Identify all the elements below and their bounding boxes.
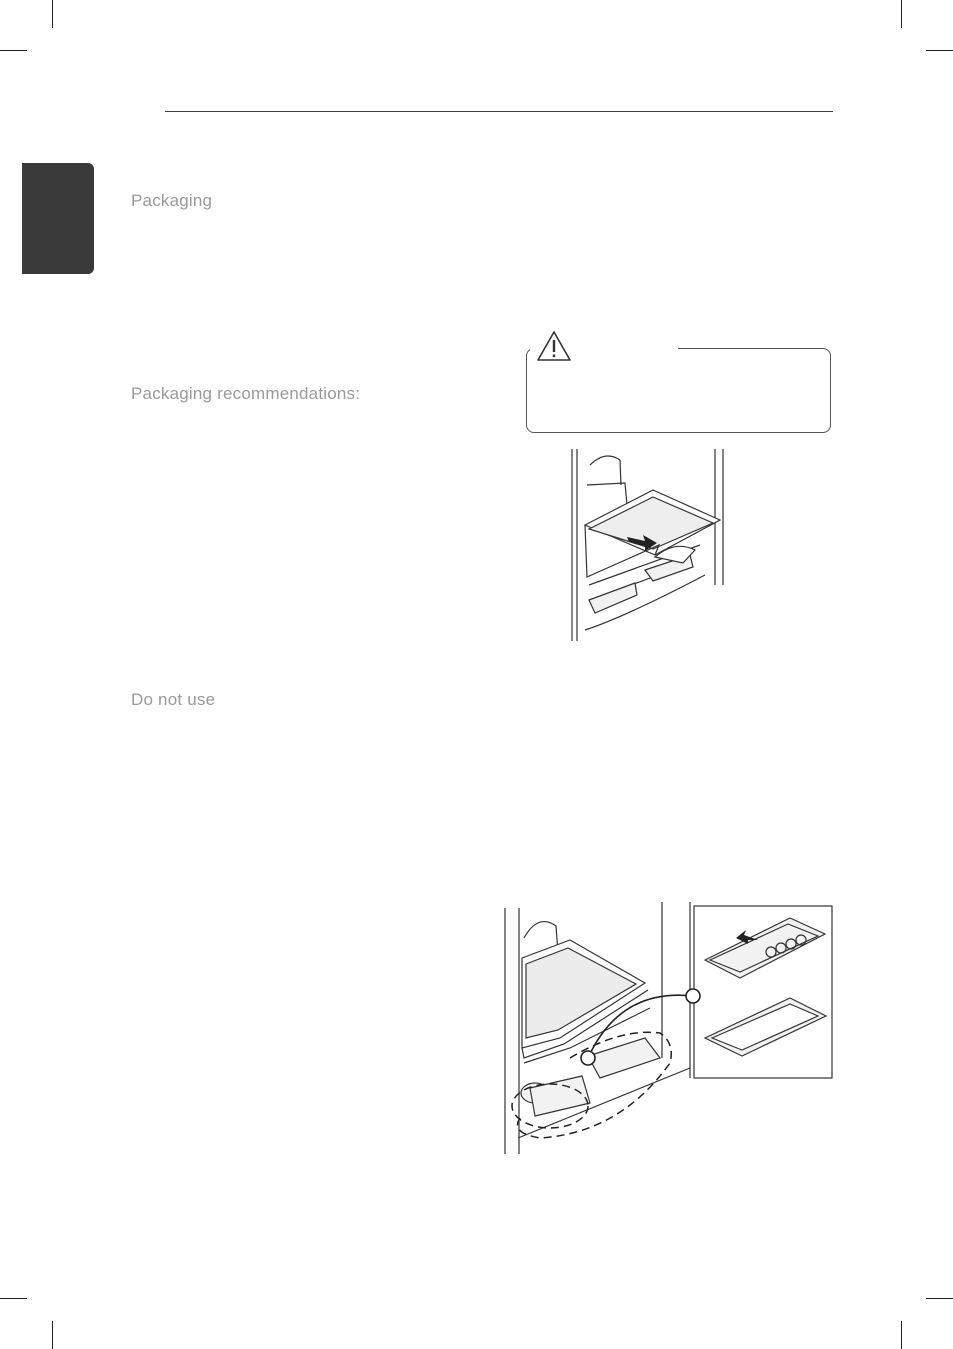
refrigerator-drawer-removal-illustration bbox=[500, 898, 835, 1158]
refrigerator-shelf-removal-illustration bbox=[565, 445, 735, 645]
crop-mark bbox=[0, 50, 27, 51]
warning-triangle-icon bbox=[536, 330, 572, 362]
packaging-recommendations-heading: Packaging recommendations: bbox=[131, 384, 361, 403]
crop-mark bbox=[901, 0, 902, 28]
crop-mark bbox=[0, 1298, 27, 1299]
crop-mark bbox=[52, 1321, 53, 1349]
packaging-heading: Packaging bbox=[131, 191, 213, 210]
do-not-use-heading: Do not use bbox=[131, 690, 216, 709]
crop-mark bbox=[52, 0, 53, 28]
crop-mark bbox=[926, 50, 953, 51]
crop-mark bbox=[901, 1321, 902, 1349]
chapter-side-tab bbox=[22, 163, 94, 274]
header-rule bbox=[165, 111, 833, 112]
crop-mark bbox=[926, 1298, 953, 1299]
